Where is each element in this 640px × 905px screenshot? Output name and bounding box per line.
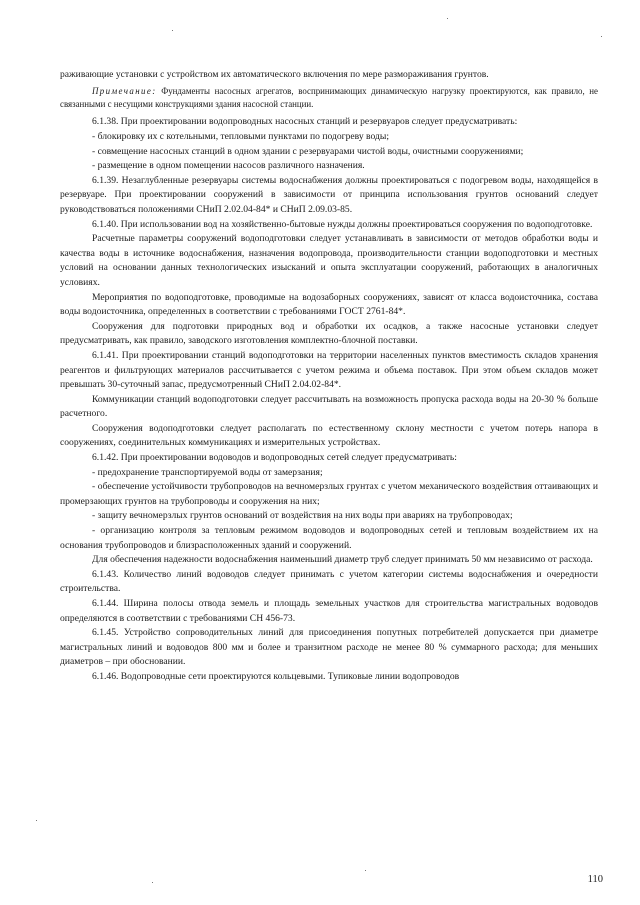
body-text <box>60 68 598 685</box>
scan-speck <box>447 18 448 19</box>
list-item: - защиту вечномерзлых грунтов оснований от воздействия на них воды при авариях на трубопроводах; <box>92 510 513 522</box>
scan-speck <box>172 30 173 31</box>
page-number: 110 <box>587 874 603 885</box>
paragraph: 6.1.45. Устройство сопроводительных линий для присоединения попутных потребителей допускается при диаметре магистральных линий и водоводов 800 мм и более и транзитном расходе не менее 80 % суммарного расхода; для меньших диаметров – при обосновании. <box>60 627 598 668</box>
paragraph: 6.1.42. При проектировании водоводов и водопроводных сетей следует предусматривать: <box>92 452 457 464</box>
list-item: - предохранение транспортируемой воды от замерзания; <box>92 466 323 478</box>
paragraph: 6.1.40. При использовании вод на хозяйственно-бытовые нужды должны проектироваться сооружения по водоподготовке. <box>92 218 593 230</box>
scan-speck <box>601 36 602 37</box>
paragraph: раживающие установки с устройством их автоматического включения по мере размораживания грунтов. <box>60 69 489 80</box>
list-item: - блокировку их с котельными, тепловыми пунктами по подогреву воды; <box>92 131 390 142</box>
note-lead: Примечание: <box>92 85 157 96</box>
paragraph: Коммуникации станций водоподготовки следует рассчитывать на возможность пропуска расхода воды на 20-30 % больше расчетного. <box>60 393 598 420</box>
list-item: - размещение в одном помещении насосов различного назначения. <box>92 160 365 172</box>
paragraph: 6.1.39. Незаглубленные резервуары системы водоснабжения должны проектироваться с подогревом воды, находящейся в резервуаре. При проектировании сооружений в зависимости от принципа использования грунтов оснований следует руководствоваться положениями СНиП 2.02.04-84* и СНиП 2.09.03-85. <box>60 174 598 215</box>
paragraph: 6.1.38. При проектировании водопроводных насосных станций и резервуаров следует предусматривать: <box>92 116 518 128</box>
list-item: - обеспечение устойчивости трубопроводов на вечномерзлых грунтах с учетом механического воздействия оттаивающих и промерзающих грунтов на трубопроводы и сооружения на них; <box>60 481 598 507</box>
paragraph: Сооружения для подготовки природных вод и обработки их осадков, а также насосные установки следует предусматривать, как правило, заводского изготовления комплектно-блочной поставки. <box>60 320 598 347</box>
scan-speck <box>36 820 37 821</box>
paragraph: 6.1.43. Количество линий водоводов следует принимать с учетом категории системы водоснабжения и очередности строительства. <box>60 568 598 595</box>
paragraph: Сооружения водоподготовки следует располагать по естественному склону местности с учетом потерь напора в сооружениях, соединительных коммуникациях и измерительных устройствах. <box>60 422 598 449</box>
paragraph: 6.1.44. Ширина полосы отвода земель и площадь земельных участков для строительства магистральных водоводов определяются в соответствии с требованиями СН 456-73. <box>60 598 598 624</box>
list-item: - организацию контроля за тепловым режимом водоводов и водопроводных сетей и тепловым воздействием их на основания трубопроводов и близрасположенных зданий и сооружений. <box>60 525 598 551</box>
paragraph: 6.1.41. При проектировании станций водоподготовки на территории населенных пунктов вместимость складов хранения реагентов и фильтрующих материалов рассчитывается с учетом режима и объема поставок. При этом объем складов может превышать 30-суточный запас, предусмотренный СНиП 2.04.02-84*. <box>60 349 598 391</box>
paragraph: Мероприятия по водоподготовке, проводимые на водозаборных сооружениях, зависят от класса водоисточника, состава воды водоисточника, определенных в соответствии с требованиями ГОСТ 2761-84*. <box>60 291 598 318</box>
note-text: Фундаменты насосных агрегатов, воспринимающих динамическую нагрузку проектируются, как правило, не связанными с несущими конструкциями здания насосной станции. <box>60 85 598 109</box>
scan-speck <box>152 882 153 883</box>
scan-speck <box>365 870 366 871</box>
note-paragraph <box>60 85 598 112</box>
paragraph: 6.1.46. Водопроводные сети проектируются кольцевыми. Тупиковые линии водопроводов <box>92 670 460 682</box>
paragraph: Расчетные параметры сооружений водоподготовки следует устанавливать в зависимости от методов обработки воды и качества воды в источнике водоснабжения, назначения водопровода, производительности станции водоподготовки и местных условий на основании данных технологических изысканий и опыта эксплуатации сооружений, работающих в аналогичных условиях. <box>60 233 598 288</box>
list-item: - совмещение насосных станций в одном здании с резервуарами чистой воды, очистными сооружениями; <box>92 145 524 157</box>
paragraph: Для обеспечения надежности водоснабжения наименьший диаметр труб следует принимать 50 мм независимо от расхода. <box>92 554 593 566</box>
